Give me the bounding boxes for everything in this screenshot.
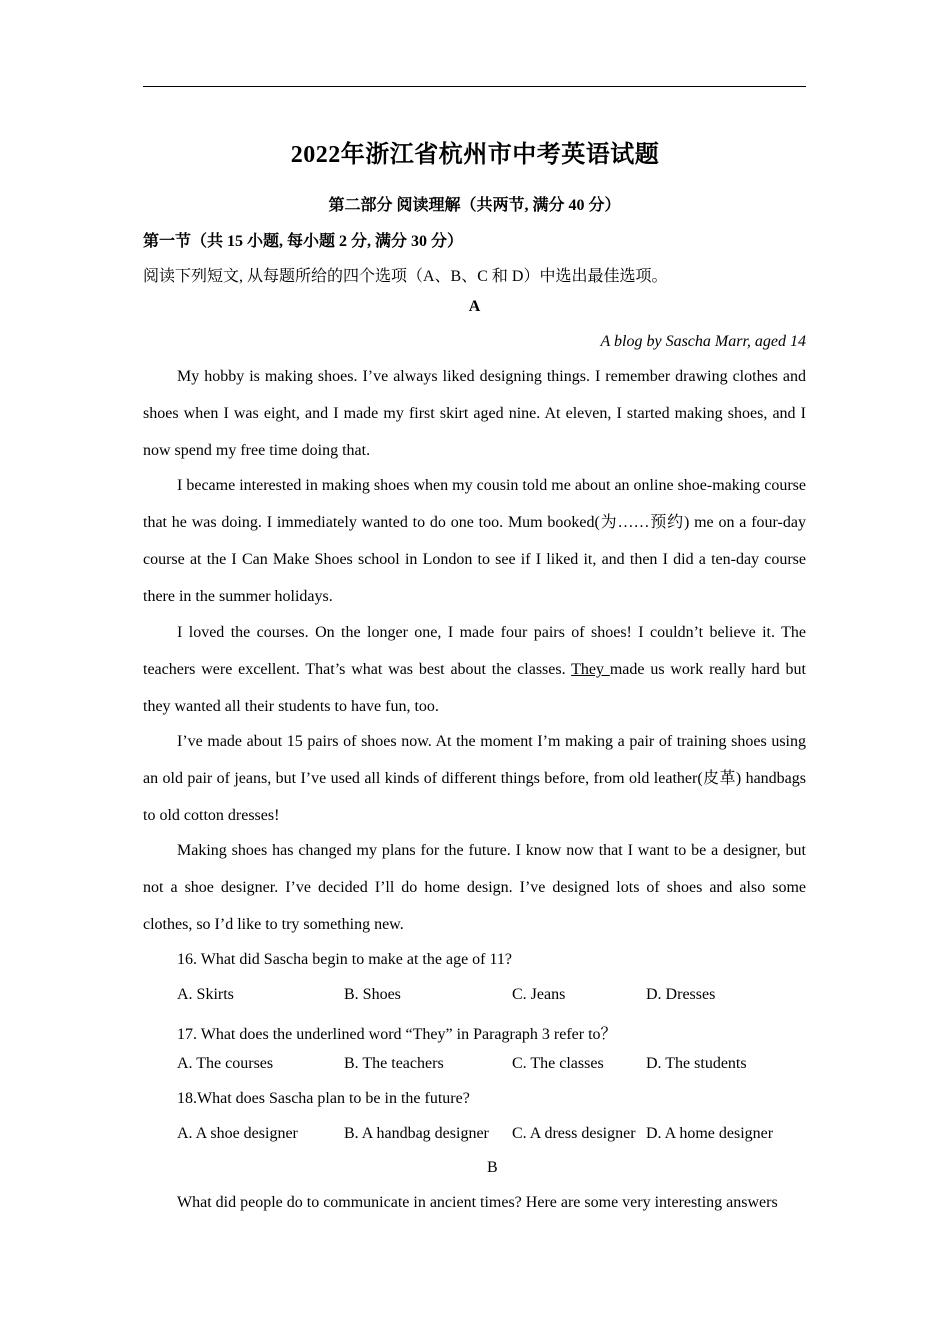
passage-a-paragraph-2: I became interested in making shoes when my cousin told me about an online shoe-making course that he was doing. I immediately wanted to do one too. Mum booked(为……预约) me on a four-day course at the I Can Make Shoes school in London to see if I liked it, and then I did a ten-day course there in the summer holidays. bbox=[143, 477, 806, 605]
underlined-word-they: They bbox=[571, 661, 610, 678]
passage-a-paragraph-4: I’ve made about 15 pairs of shoes now. At the moment I’m making a pair of training shoes using an old pair of jeans, but I’ve used all kinds of different things before, from old leather(皮革) handbags to old cotton dresses! bbox=[143, 733, 806, 824]
passage-a-label: A bbox=[468, 298, 481, 315]
passage-a-paragraph-1: My hobby is making shoes. I’ve always liked designing things. I remember drawing clothes and shoes when I was eight, and I made my first skirt aged nine. At eleven, I started making shoes, and I now spend my free time doing that. bbox=[143, 368, 806, 459]
passage-b-label: B bbox=[487, 1159, 498, 1176]
question-17: 17. What does the underlined word “They” in Paragraph 3 refer to？ bbox=[177, 1026, 617, 1043]
part-heading: 第二部分 阅读理解（共两节, 满分 40 分） bbox=[328, 197, 621, 214]
question-18-options bbox=[177, 1125, 817, 1147]
paragraph-3-text-after: made us work really hard but they wanted all their students to have fun, too. bbox=[143, 661, 806, 715]
question-18: 18.What does Sascha plan to be in the future? bbox=[177, 1090, 470, 1107]
option-b: B. Shoes bbox=[344, 986, 401, 1003]
option-d: D. Dresses bbox=[646, 986, 716, 1003]
section-heading: 第一节（共 15 小题, 每小题 2 分, 满分 30 分） bbox=[143, 233, 464, 250]
option-d: D. A home designer bbox=[646, 1125, 774, 1142]
option-a: A. The courses bbox=[177, 1055, 274, 1072]
option-c: C. A dress designer bbox=[512, 1125, 636, 1142]
question-17-options bbox=[177, 1055, 817, 1077]
instructions: 阅读下列短文, 从每题所给的四个选项（A、B、C 和 D）中选出最佳选项。 bbox=[143, 268, 668, 285]
question-16: 16. What did Sascha begin to make at the age of 11? bbox=[177, 951, 513, 968]
option-b: B. The teachers bbox=[344, 1055, 444, 1072]
option-a: A. Skirts bbox=[177, 986, 234, 1003]
passage-a-paragraph-3 bbox=[143, 614, 806, 725]
paragraph-3-text-before: I loved the courses. On the longer one, I made four pairs of shoes! I couldn’t believe it. The teachers were excellent. That’s what was best about the classes. bbox=[143, 624, 806, 678]
option-a: A. A shoe designer bbox=[177, 1125, 298, 1142]
option-d: D. The students bbox=[646, 1055, 747, 1072]
header-rule bbox=[143, 86, 806, 87]
option-b: B. A handbag designer bbox=[344, 1125, 489, 1142]
passage-b-first-line: What did people do to communicate in ancient times? Here are some very interesting answers bbox=[177, 1194, 778, 1211]
option-c: C. The classes bbox=[512, 1055, 604, 1072]
option-c: C. Jeans bbox=[512, 986, 566, 1003]
passage-a-paragraph-5: Making shoes has changed my plans for the future. I know now that I want to be a designer, but not a shoe designer. I’ve decided I’ll do home design. I’ve designed lots of shoes and also some clothes, so I’d like to try something new. bbox=[143, 842, 806, 933]
question-16-options bbox=[177, 986, 817, 1008]
passage-a-byline: A blog by Sascha Marr, aged 14 bbox=[600, 333, 806, 350]
exam-title: 2022年浙江省杭州市中考英语试题 bbox=[290, 142, 660, 168]
